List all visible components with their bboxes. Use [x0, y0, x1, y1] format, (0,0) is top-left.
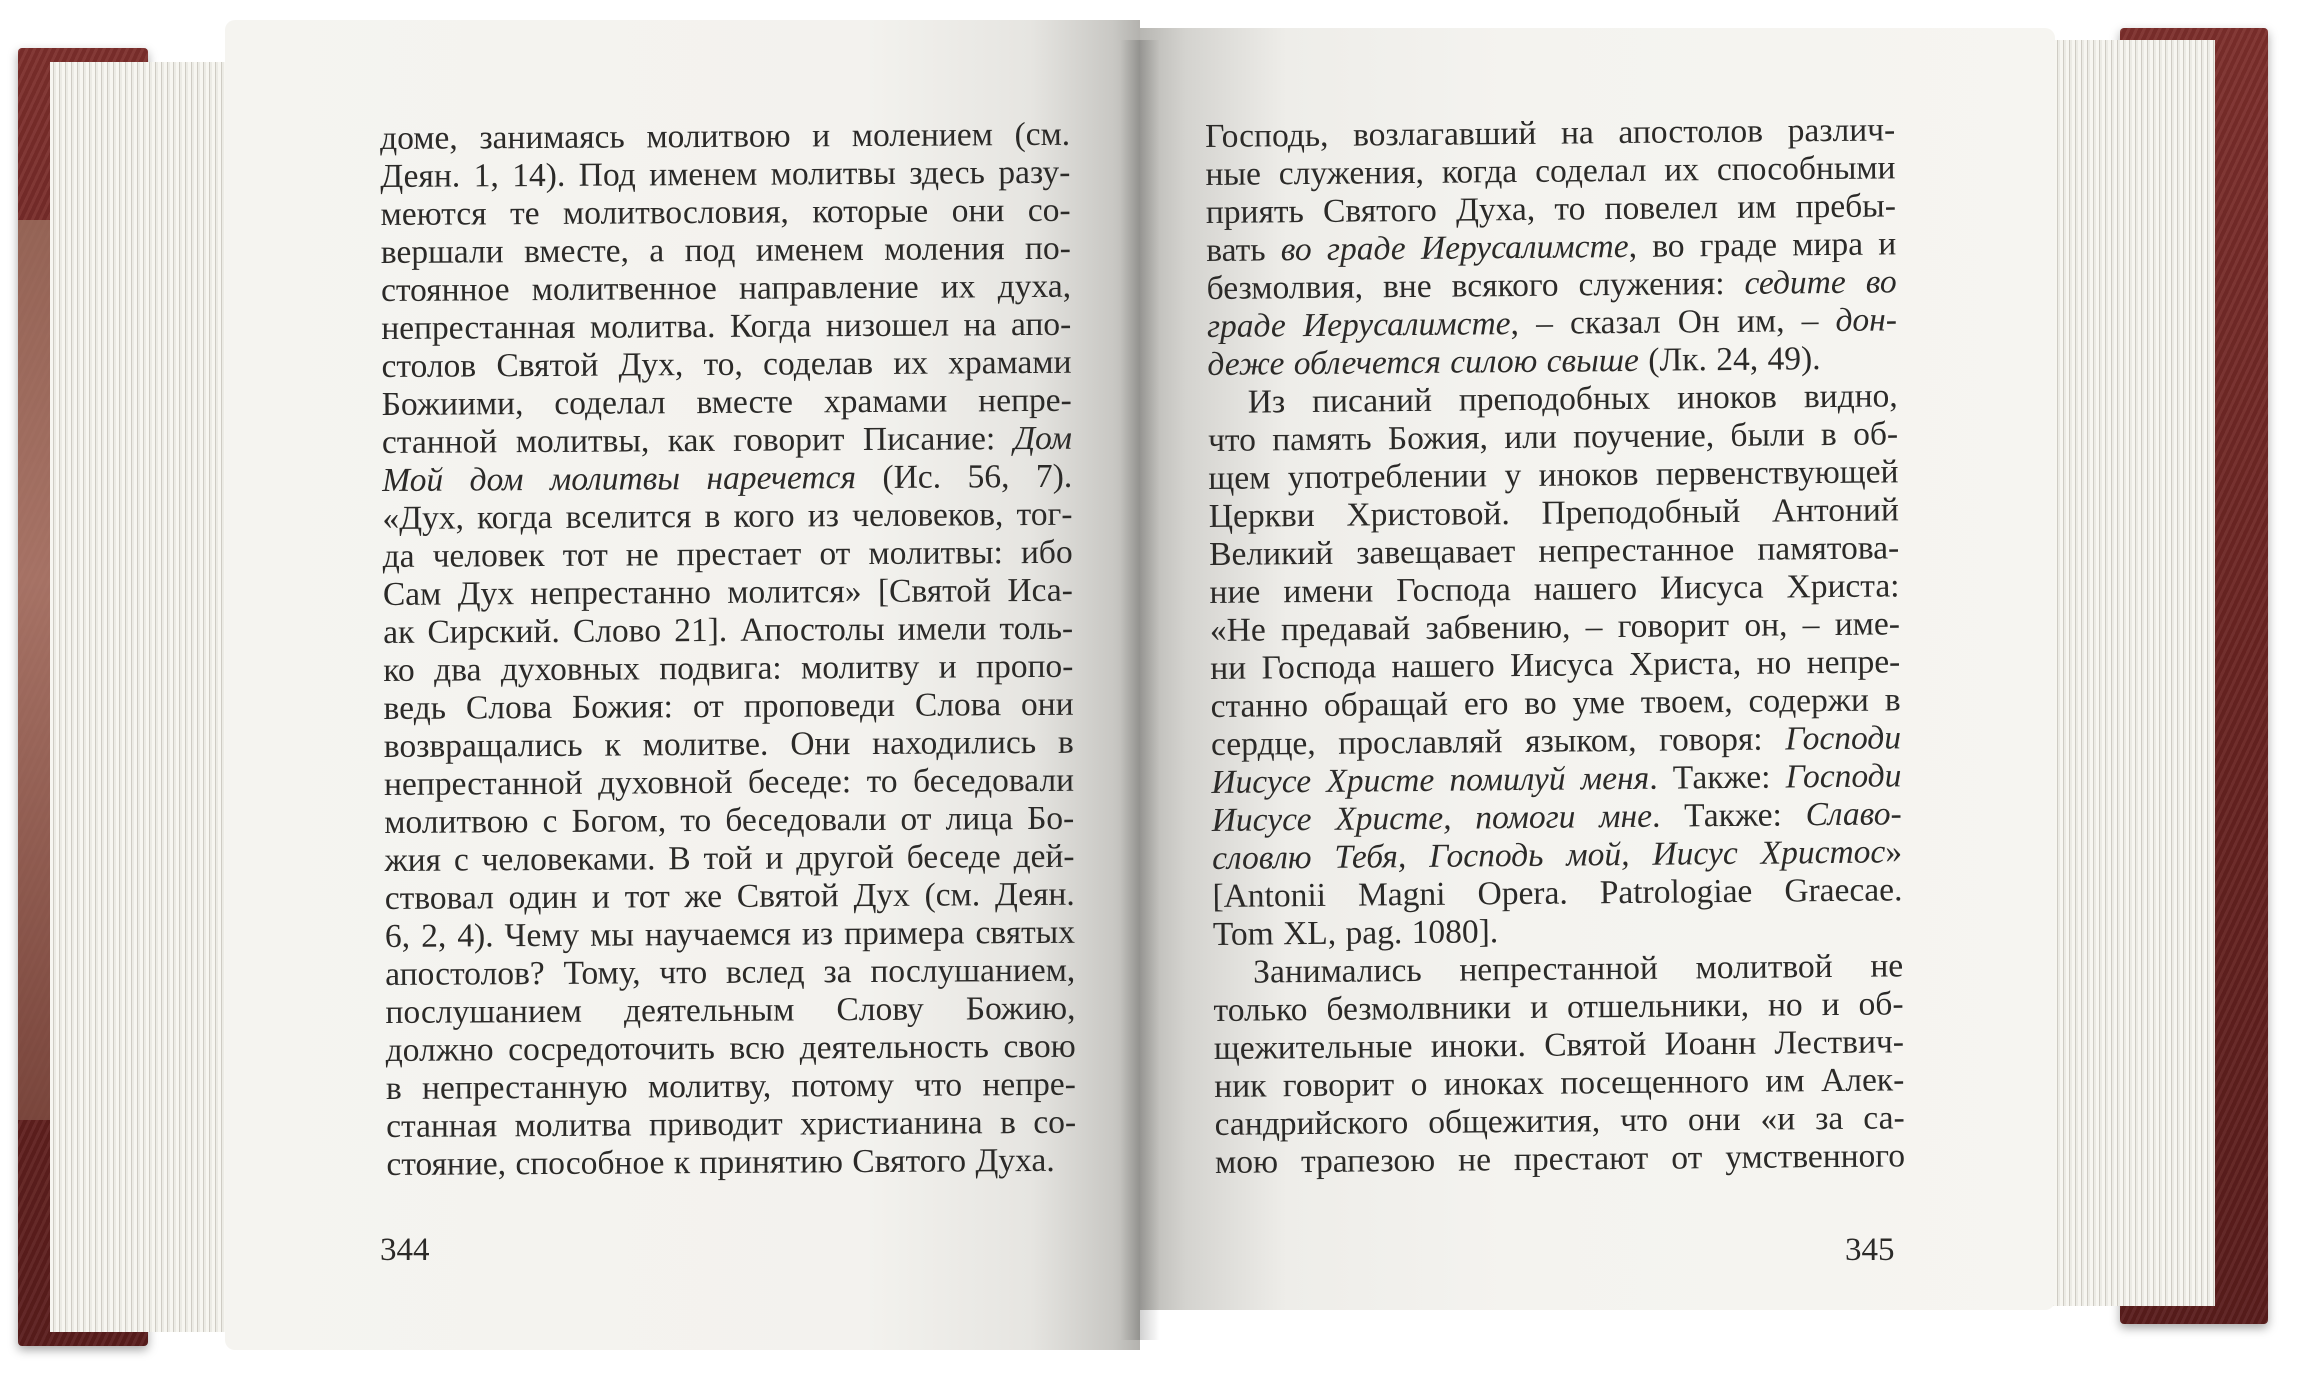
- text-run: ни Господа нашего Иисуса Христа, но непре-: [1210, 643, 1901, 687]
- italic-text: Дом: [1013, 419, 1073, 458]
- text-run: жия с человеками. В той и другой беседе дей-: [384, 837, 1075, 879]
- text-line: [380, 154, 1070, 196]
- text-line: [384, 724, 1074, 766]
- italic-text: Господи: [1785, 757, 1902, 796]
- text-line: [381, 268, 1071, 310]
- page-block-edge-right: [2030, 40, 2215, 1306]
- text-run: , во граде мира и: [1628, 225, 1897, 265]
- text-line: [1211, 719, 1901, 764]
- text-run: »: [1885, 833, 1903, 871]
- text-run: «Не предавай забвению, – говорит он, – име-: [1209, 605, 1901, 649]
- text-line: [1209, 567, 1899, 612]
- text-run: щем употреблении у иноков первенствующей: [1208, 453, 1899, 497]
- text-run: должно сосредоточить всю деятельность свою: [385, 1027, 1076, 1069]
- text-line: [383, 534, 1073, 576]
- text-line: [385, 952, 1075, 994]
- italic-text: граде Иерусалимсте: [1206, 305, 1511, 345]
- text-line: [1205, 111, 1895, 156]
- text-line: [383, 686, 1073, 728]
- page-number-left: 344: [380, 1232, 430, 1268]
- italic-text: деже облечется силою свыше: [1207, 341, 1640, 383]
- text-line: [1210, 643, 1900, 688]
- text-run: Tom XL, pag. 1080].: [1212, 913, 1499, 953]
- text-run: (Ис. 56, 7).: [855, 457, 1073, 497]
- text-run: . Также:: [1649, 758, 1786, 797]
- text-run: вать: [1206, 231, 1281, 269]
- text-line: [1205, 149, 1895, 194]
- text-run: станно обращай его во уме твоем, содержи в: [1210, 681, 1901, 725]
- text-line: [1210, 681, 1900, 726]
- text-line: [1207, 339, 1897, 384]
- text-run: послушанием деятельным Слову Божию,: [385, 989, 1076, 1031]
- text-run: Господь, возлагавший на апостолов различ-: [1205, 111, 1896, 155]
- italic-text: седите во: [1744, 263, 1897, 302]
- text-line: [1213, 947, 1903, 992]
- text-line: [1209, 529, 1899, 574]
- text-run: ные служения, когда соделал их способными: [1205, 149, 1896, 193]
- text-line: [385, 914, 1075, 956]
- text-line: [1215, 1137, 1905, 1182]
- right-page-text: [1205, 111, 1905, 1182]
- text-run: возвращались к молитве. Они находились в: [383, 723, 1074, 765]
- text-line: [386, 1142, 1076, 1184]
- text-run: приять Святого Духа, то повелел им пребы-: [1205, 187, 1897, 231]
- text-run: вершали вместе, а под именем моления по-: [380, 229, 1071, 271]
- text-line: [1208, 415, 1898, 460]
- left-page-text: [380, 116, 1076, 1184]
- text-line: [386, 1066, 1076, 1108]
- text-line: [383, 648, 1073, 690]
- text-run: «Дух, когда вселится в кого из человеков, тог-: [382, 495, 1073, 537]
- italic-text: Иисусе Христе помилуй меня: [1211, 759, 1650, 801]
- text-line: [386, 1104, 1076, 1146]
- text-run: мою трапезою не престают от умственного: [1214, 1137, 1906, 1181]
- italic-text: Иисусе Христе, помоги мне: [1211, 797, 1653, 839]
- text-run: апостолов? Тому, что вслед за послушанием,: [385, 951, 1076, 993]
- book-side-strip: [18, 220, 52, 1120]
- text-run: в непрестанную молитву, потому что непре-: [385, 1065, 1077, 1107]
- text-run: безмолвия, вне всякого служения:: [1206, 264, 1745, 307]
- text-run: станная молитва приводит христианина в со-: [386, 1103, 1077, 1145]
- text-run: меются те молитвословия, которые они со-: [380, 191, 1071, 233]
- text-line: [1212, 795, 1902, 840]
- text-line: [385, 876, 1075, 918]
- text-run: Божиими, соделал вместе храмами непре-: [381, 381, 1072, 423]
- text-line: [1213, 985, 1903, 1030]
- text-line: [382, 420, 1072, 462]
- text-line: [1210, 605, 1900, 650]
- text-run: . Также:: [1651, 796, 1806, 835]
- italic-text: во граде Иерусалимсте: [1280, 227, 1629, 269]
- text-run: (Лк. 24, 49).: [1638, 340, 1821, 379]
- text-run: сандрийского общежития, что они «и за са-: [1214, 1099, 1905, 1143]
- text-line: [1206, 225, 1896, 270]
- text-run: доме, занимаясь молитвою и молением (см.: [380, 115, 1071, 157]
- text-run: ник говорит о иноках посещенного им Алек-: [1214, 1061, 1905, 1105]
- text-run: стояние, способное к принятию Святого Духа.: [386, 1141, 1055, 1183]
- text-run: ак Сирский. Слово 21]. Апостолы имели толь-: [383, 609, 1074, 651]
- italic-text: Мой дом молитвы наречется: [382, 459, 857, 499]
- text-run: непрестанной духовной беседе: то беседовали: [383, 761, 1075, 803]
- text-line: [385, 990, 1075, 1032]
- text-run: столов Святой Дух, то, соделав их храмами: [381, 343, 1072, 385]
- text-line: [1214, 1061, 1904, 1106]
- text-line: [1208, 377, 1898, 422]
- text-line: [1211, 757, 1901, 802]
- italic-text: словлю Тебя, Господь мой, Иисус Христос: [1211, 833, 1886, 877]
- text-line: [1214, 1099, 1904, 1144]
- text-run: сердце, прославляй языком, говоря:: [1210, 720, 1786, 763]
- text-run: Из писаний преподобных иноков видно,: [1247, 377, 1898, 421]
- text-line: [384, 838, 1074, 880]
- italic-text: Господи: [1785, 719, 1902, 758]
- text-run: Занимались непрестанной молитвой не: [1253, 947, 1904, 991]
- italic-text: Славо-: [1805, 795, 1902, 834]
- text-line: [382, 458, 1072, 500]
- text-run: , – сказал Он им, –: [1510, 301, 1836, 343]
- text-run: да человек тот не престает от молитвы: ибо: [382, 533, 1073, 575]
- text-run: Великий завещавает непрестанное памятова-: [1209, 529, 1900, 573]
- text-run: только безмолвники и отшельники, но и об-: [1213, 985, 1904, 1029]
- text-line: [381, 306, 1071, 348]
- text-run: Сам Дух непрестанно молится» [Святой Иса-: [382, 571, 1073, 613]
- text-line: [1212, 871, 1902, 916]
- text-run: стоянное молитвенное направление их духа,: [380, 267, 1072, 309]
- book-gutter: [1120, 40, 1160, 1340]
- text-run: Церкви Христовой. Преподобный Антоний: [1208, 491, 1899, 535]
- text-line: [383, 572, 1073, 614]
- text-run: ствовал один и тот же Святой Дух (см. Деян.: [384, 875, 1075, 917]
- text-line: [383, 610, 1073, 652]
- text-line: [1213, 909, 1903, 954]
- text-line: [1206, 263, 1896, 308]
- text-run: ведь Слова Божия: от проповеди Слова они: [383, 685, 1074, 727]
- text-line: [381, 230, 1071, 272]
- text-line: [1212, 833, 1902, 878]
- text-run: молитвою с Богом, то беседовали от лица Бо-: [384, 799, 1075, 841]
- text-line: [1214, 1023, 1904, 1068]
- italic-text: дон-: [1835, 301, 1898, 339]
- text-run: ко два духовных подвига: молитву и пропо-: [383, 647, 1074, 689]
- text-line: [1207, 301, 1897, 346]
- text-run: что память Божия, или поучение, были в об-: [1207, 415, 1899, 459]
- text-line: [380, 192, 1070, 234]
- text-run: Деян. 1, 14). Под именем молитвы здесь разу-: [380, 153, 1071, 195]
- text-run: непрестанная молитва. Когда низошел на апо-: [381, 305, 1072, 347]
- text-line: [384, 762, 1074, 804]
- page-number-right: 345: [1845, 1232, 1895, 1268]
- text-line: [382, 382, 1072, 424]
- text-run: станной молитвы, как говорит Писание:: [381, 420, 1014, 461]
- text-run: ние имени Господа нашего Иисуса Христа:: [1209, 567, 1900, 611]
- text-line: [381, 344, 1071, 386]
- text-line: [386, 1028, 1076, 1070]
- text-line: [380, 116, 1070, 158]
- text-run: 6, 2, 4). Чему мы научаемся из примера святых: [384, 913, 1076, 955]
- text-line: [384, 800, 1074, 842]
- text-line: [1208, 453, 1898, 498]
- text-line: [382, 496, 1072, 538]
- text-line: [1206, 187, 1896, 232]
- page-block-edge-left: [50, 62, 238, 1332]
- text-line: [1209, 491, 1899, 536]
- text-run: [Antonii Magni Opera. Patrologiae Graecae.: [1212, 871, 1903, 915]
- text-run: щежительные иноки. Святой Иоанн Лествич-: [1213, 1023, 1905, 1067]
